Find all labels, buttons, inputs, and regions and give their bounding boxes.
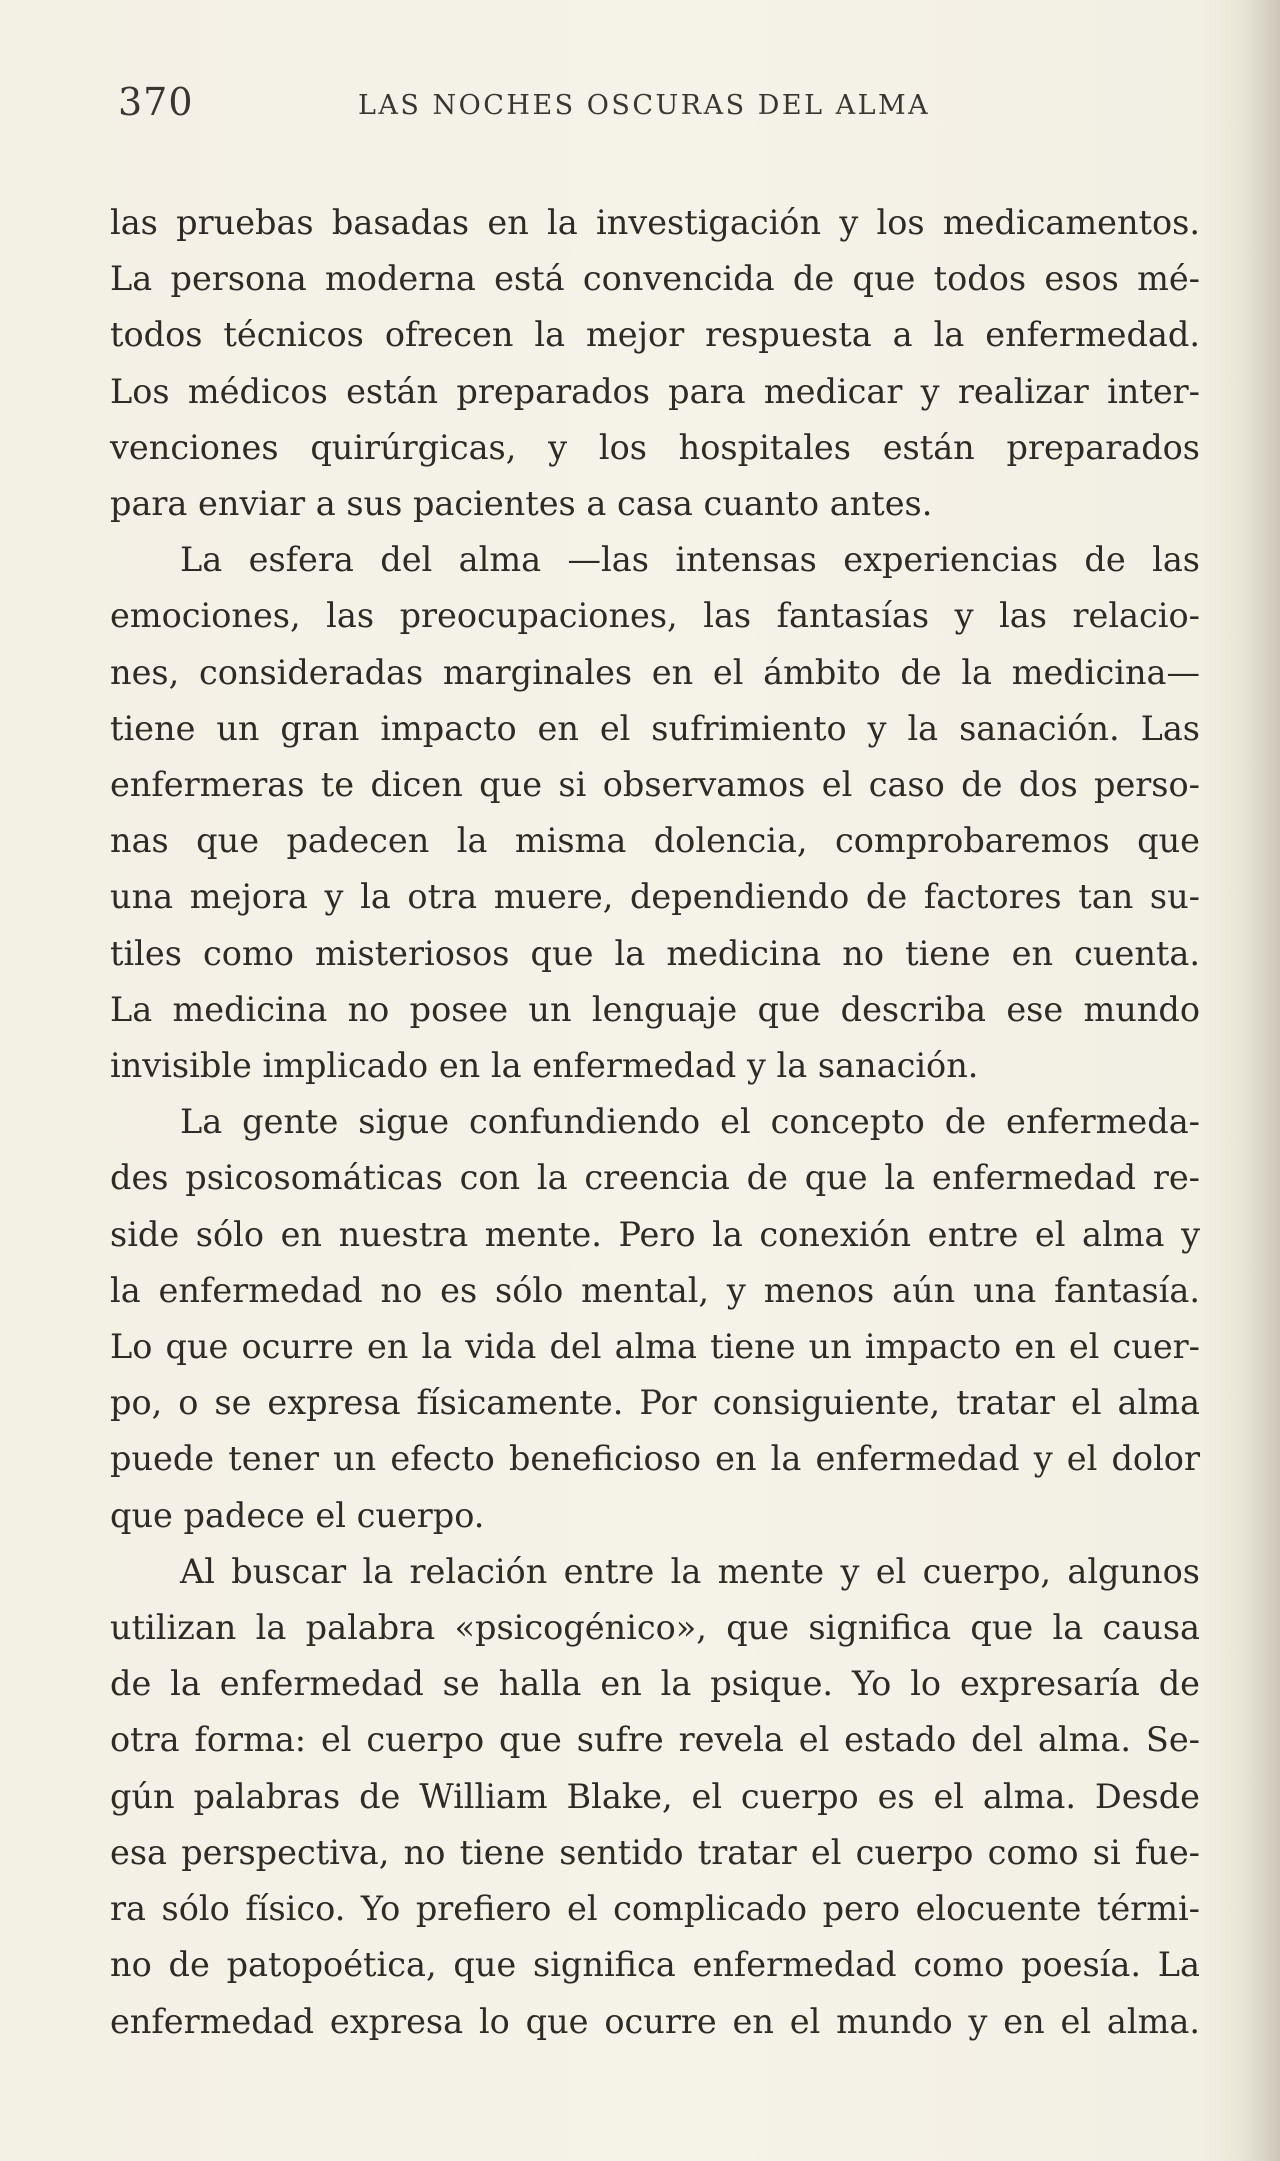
text-line: ra sólo físico. Yo prefiero el complicado pero elocuente térmi- bbox=[110, 1889, 1200, 1929]
text-line: las pruebas basadas en la investigación y los medicamentos. bbox=[110, 203, 1200, 242]
text-line: la enfermedad no es sólo mental, y menos aún una fantasía. bbox=[110, 1270, 1200, 1310]
text-line: todos técnicos ofrecen la mejor respuesta a la enfermedad. bbox=[110, 315, 1200, 355]
text-line: Al buscar la relación entre la mente y el cuerpo, algunos bbox=[180, 1551, 1200, 1591]
body-text bbox=[110, 195, 1200, 2050]
text-line: po, o se expresa físicamente. Por consiguiente, tratar el alma bbox=[110, 1383, 1200, 1423]
text-line: La medicina no posee un lenguaje que describa ese mundo bbox=[110, 989, 1200, 1029]
text-line: nes, consideradas marginales en el ámbito de la medicina— bbox=[110, 652, 1200, 692]
paragraph-1 bbox=[110, 195, 1200, 532]
paragraph-2 bbox=[110, 532, 1200, 1094]
running-header bbox=[118, 80, 1198, 130]
paragraph-3 bbox=[110, 1094, 1200, 1544]
text-line: La gente sigue confundiendo el concepto de enfermeda- bbox=[180, 1102, 1200, 1142]
text-line: Lo que ocurre en la vida del alma tiene un impacto en el cuer- bbox=[110, 1327, 1200, 1367]
text-line: esa perspectiva, no tiene sentido tratar el cuerpo como si fue- bbox=[110, 1832, 1200, 1872]
text-line: de la enfermedad se halla en la psique. Yo lo expresaría de bbox=[110, 1664, 1200, 1704]
text-line: utilizan la palabra «psicogénico», que significa que la causa bbox=[110, 1608, 1200, 1648]
text-line: tiene un gran impacto en el sufrimiento y la sanación. Las bbox=[110, 708, 1200, 748]
page-number: 370 bbox=[118, 80, 194, 124]
text-line: que padece el cuerpo. bbox=[110, 1495, 485, 1535]
text-line: tiles como misteriosos que la medicina no tiene en cuenta. bbox=[110, 933, 1200, 973]
text-line: side sólo en nuestra mente. Pero la conexión entre el alma y bbox=[110, 1214, 1200, 1254]
text-line: emociones, las preocupaciones, las fantasías y las relacio- bbox=[110, 596, 1200, 636]
text-line: des psicosomáticas con la creencia de que la enfermedad re- bbox=[110, 1158, 1200, 1198]
text-line: no de patopoética, que significa enfermedad como poesía. La bbox=[110, 1945, 1200, 1985]
text-line: enfermedad expresa lo que ocurre en el mundo y en el alma. bbox=[110, 2001, 1200, 2041]
page-edge-shadow bbox=[1240, 0, 1280, 2161]
text-line: Los médicos están preparados para medicar y realizar inter- bbox=[110, 371, 1200, 411]
text-line: para enviar a sus pacientes a casa cuanto antes. bbox=[110, 484, 933, 524]
text-line: puede tener un efecto beneficioso en la enfermedad y el dolor bbox=[110, 1439, 1200, 1479]
text-line: La esfera del alma —las intensas experiencias de las bbox=[180, 540, 1200, 580]
paragraph-4 bbox=[110, 1544, 1200, 2050]
text-line: otra forma: el cuerpo que sufre revela el estado del alma. Se- bbox=[110, 1720, 1200, 1760]
text-line: nas que padecen la misma dolencia, comprobaremos que bbox=[110, 821, 1200, 861]
text-line: La persona moderna está convencida de que todos esos mé- bbox=[110, 259, 1200, 299]
running-title: LAS NOCHES OSCURAS DEL ALMA bbox=[358, 90, 931, 121]
text-line: gún palabras de William Blake, el cuerpo es el alma. Desde bbox=[110, 1776, 1200, 1816]
text-line: venciones quirúrgicas, y los hospitales están preparados bbox=[110, 427, 1200, 467]
text-line: una mejora y la otra muere, dependiendo de factores tan su- bbox=[110, 877, 1200, 917]
text-line: enfermeras te dicen que si observamos el caso de dos perso- bbox=[110, 765, 1200, 805]
text-line: invisible implicado en la enfermedad y la sanación. bbox=[110, 1046, 979, 1086]
